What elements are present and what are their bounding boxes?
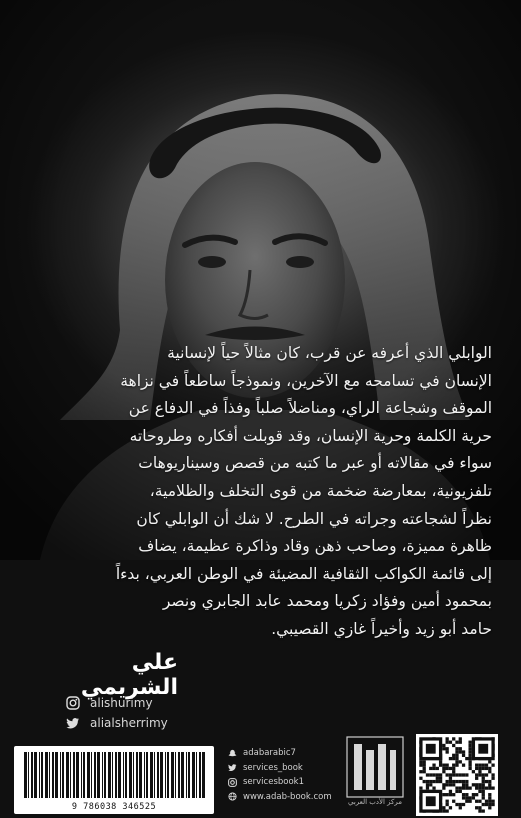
qr-module <box>429 783 432 786</box>
qr-module <box>449 773 452 776</box>
qr-module <box>455 754 458 757</box>
qr-module <box>468 760 471 763</box>
qr-module <box>455 780 458 783</box>
qr-module <box>491 786 494 789</box>
barcode-bar <box>171 752 174 798</box>
qr-module <box>459 760 462 763</box>
qr-module <box>446 793 449 796</box>
publisher-contacts <box>228 746 348 804</box>
qr-module <box>488 780 491 783</box>
qr-module <box>423 760 426 763</box>
qr-module <box>452 754 455 757</box>
qr-module <box>452 767 455 770</box>
qr-module <box>449 741 452 744</box>
qr-module <box>436 780 439 783</box>
publisher-snapchat-handle: adabarabic7 <box>243 748 296 759</box>
qr-module <box>449 806 452 809</box>
barcode-bar <box>94 752 96 798</box>
qr-module <box>478 764 481 767</box>
qr-module <box>419 786 422 789</box>
qr-module <box>465 780 468 783</box>
qr-module <box>462 783 465 786</box>
quote-line: الموقف وشجاعة الراي، ومناضلاً صلباً وفذاً في الدفاع عن <box>128 399 492 418</box>
qr-module <box>429 767 432 770</box>
qr-module <box>452 764 455 767</box>
qr-module <box>491 800 494 803</box>
qr-module <box>468 744 471 747</box>
publisher-name: مركز الأدب العربي <box>347 798 402 806</box>
barcode-bar <box>202 752 205 798</box>
qr-module <box>482 783 485 786</box>
qr-module <box>455 760 458 763</box>
qr-module <box>468 767 471 770</box>
qr-module <box>465 786 468 789</box>
barcode-bar <box>196 752 197 798</box>
qr-module <box>482 780 485 783</box>
qr-module <box>442 806 445 809</box>
qr-module <box>462 764 465 767</box>
qr-module <box>455 773 458 776</box>
qr-module <box>419 760 422 763</box>
qr-module <box>491 773 494 776</box>
qr-module <box>432 773 435 776</box>
barcode-bar <box>108 752 111 798</box>
quote-line: بمحمود أمين وفؤاد زكريا ومحمد عابد الجابري ونصر <box>162 592 492 611</box>
qr-module <box>452 744 455 747</box>
qr-module <box>462 750 465 753</box>
qr-module <box>446 809 449 812</box>
qr-module <box>488 793 491 796</box>
barcode-bar <box>34 752 37 798</box>
qr-module <box>482 767 485 770</box>
barcode-bar <box>83 752 85 798</box>
qr-module <box>482 793 485 796</box>
qr-module <box>426 744 436 754</box>
qr-module <box>475 786 478 789</box>
qr-module <box>459 790 462 793</box>
barcode-bar <box>104 752 106 798</box>
qr-module <box>478 773 481 776</box>
qr-module <box>452 737 455 740</box>
qr-module <box>442 786 445 789</box>
barcode-bar <box>118 752 121 798</box>
qr-module <box>465 773 468 776</box>
barcode-bar <box>102 752 103 798</box>
qr-module <box>432 786 435 789</box>
qr-module <box>485 764 488 767</box>
qr-module <box>432 780 435 783</box>
qr-module <box>468 754 471 757</box>
qr-module <box>423 767 426 770</box>
publisher-snapchat[interactable] <box>228 746 348 761</box>
quote-line: سواء في مقالاته أو عبر ما كتبه من قصص وسيناريوهات <box>138 454 492 473</box>
qr-module <box>449 777 452 780</box>
author-twitter-handle: alialsherrimy <box>90 716 168 730</box>
barcode-bar <box>192 752 195 798</box>
qr-module <box>446 780 449 783</box>
qr-module <box>459 741 462 744</box>
qr-module <box>459 780 462 783</box>
barcode-bar <box>41 752 43 798</box>
qr-module <box>446 737 449 740</box>
qr-module <box>468 750 471 753</box>
qr-module <box>478 806 481 809</box>
barcode-bar <box>115 752 117 798</box>
barcode-bar <box>24 752 27 798</box>
publisher-website[interactable] <box>228 790 348 805</box>
qr-module <box>475 800 478 803</box>
qr-module <box>482 790 485 793</box>
qr-module <box>442 783 445 786</box>
qr-module <box>459 747 462 750</box>
barcode-bar <box>66 752 69 798</box>
qr-module <box>455 747 458 750</box>
qr-module <box>462 793 465 796</box>
qr-module <box>455 764 458 767</box>
qr-module <box>465 783 468 786</box>
qr-module <box>446 783 449 786</box>
qr-module <box>485 767 488 770</box>
qr-module <box>472 783 475 786</box>
qr-module <box>488 796 491 799</box>
qr-module <box>491 764 494 767</box>
back-cover-quote <box>40 340 492 644</box>
qr-module <box>426 796 436 806</box>
globe-icon <box>228 792 237 801</box>
qr-module <box>462 796 465 799</box>
qr-module <box>423 770 426 773</box>
qr-module <box>452 780 455 783</box>
barcode-bar <box>125 752 127 798</box>
barcode-bar <box>81 752 82 798</box>
qr-module <box>468 796 471 799</box>
qr-module <box>468 757 471 760</box>
qr-module <box>468 800 471 803</box>
qr-module <box>446 750 449 753</box>
quote-line: الإنسان في تسامحه مع الآخرين، ونموذجاً ساطعاً في نزاهة <box>120 371 492 390</box>
qr-module <box>446 773 449 776</box>
qr-module <box>485 786 488 789</box>
qr-module <box>465 793 468 796</box>
author-instagram-handle: alishurimy <box>90 696 153 710</box>
qr-module <box>482 796 485 799</box>
qr-module <box>455 786 458 789</box>
barcode-bar <box>199 752 201 798</box>
barcode-bar <box>70 752 71 798</box>
qr-module <box>446 803 449 806</box>
barcode-bar <box>112 752 113 798</box>
qr-module <box>423 764 426 767</box>
author-twitter[interactable] <box>66 716 168 730</box>
barcode-bar <box>154 752 155 798</box>
qr-module <box>459 750 462 753</box>
barcode-bar <box>165 752 166 798</box>
qr-module <box>485 780 488 783</box>
qr-module <box>452 793 455 796</box>
barcode-bar <box>45 752 48 798</box>
barcode-bar <box>52 752 54 798</box>
barcode-bar <box>136 752 138 798</box>
qr-module <box>468 764 471 767</box>
qr-module <box>465 796 468 799</box>
qr-module <box>442 767 445 770</box>
qr-module <box>439 777 442 780</box>
instagram-icon <box>228 778 237 787</box>
qr-module <box>455 803 458 806</box>
qr-module <box>482 764 485 767</box>
qr-module <box>426 773 429 776</box>
barcode-bar <box>49 752 50 798</box>
barcode-bar <box>139 752 142 798</box>
publisher-twitter[interactable] <box>228 761 348 776</box>
qr-module <box>472 793 475 796</box>
qr-module <box>478 809 481 812</box>
barcode-bar <box>91 752 92 798</box>
qr-module <box>449 767 452 770</box>
qr-module <box>452 783 455 786</box>
qr-module <box>462 773 465 776</box>
quote-line: نظراً لشجاعته وجراته في الطرح. لا شك أن الوابلي كان <box>136 509 492 528</box>
qr-module <box>475 767 478 770</box>
publisher-instagram-handle: servicesbook1 <box>243 777 305 788</box>
qr-module <box>491 777 494 780</box>
qr-module <box>446 741 449 744</box>
publisher-logo <box>346 736 404 798</box>
qr-module <box>478 790 481 793</box>
qr-module <box>462 754 465 757</box>
qr-module <box>465 800 468 803</box>
barcode-bar <box>144 752 145 798</box>
qr-module <box>478 770 481 773</box>
qr-module <box>439 760 442 763</box>
qr-module <box>459 803 462 806</box>
qr-module <box>485 800 488 803</box>
barcode-bar <box>167 752 169 798</box>
snapchat-icon <box>228 749 237 758</box>
barcode-bar <box>150 752 153 798</box>
qr-module <box>419 770 422 773</box>
barcode-bar <box>97 752 100 798</box>
qr-module <box>475 777 478 780</box>
qr-module <box>452 770 455 773</box>
qr-module <box>459 737 462 740</box>
qr-module <box>429 773 432 776</box>
barcode-bar <box>76 752 79 798</box>
qr-module <box>442 809 445 812</box>
barcode-bar <box>178 752 180 798</box>
qr-module <box>482 786 485 789</box>
qr-code[interactable] <box>416 734 498 816</box>
qr-module <box>442 793 445 796</box>
qr-module <box>459 786 462 789</box>
barcode-bar <box>123 752 124 798</box>
qr-module <box>488 770 491 773</box>
barcode-bar <box>55 752 58 798</box>
instagram-icon <box>66 696 80 710</box>
qr-module <box>475 793 478 796</box>
qr-module <box>432 764 435 767</box>
author-name: علي الشريمي <box>80 650 178 700</box>
qr-module <box>482 809 485 812</box>
qr-module <box>482 803 485 806</box>
qr-module <box>426 786 429 789</box>
barcode-bar <box>73 752 75 798</box>
barcode-bar <box>87 752 90 798</box>
quote-line: ظاهرة مميزة، وصاحب ذهن وقاد وذاكرة عظيمة، يضاف <box>138 537 492 556</box>
qr-module <box>442 747 445 750</box>
qr-module <box>485 773 488 776</box>
qr-module <box>478 744 488 754</box>
qr-module <box>472 770 475 773</box>
quote-line: حرية الكلمة وحرية الإنسان، وقد قوبلت أفكاره وطروحاته <box>129 426 492 445</box>
qr-module <box>475 806 478 809</box>
qr-module <box>455 757 458 760</box>
qr-module <box>488 783 491 786</box>
qr-module <box>475 773 478 776</box>
barcode-bar <box>28 752 29 798</box>
qr-module <box>488 767 491 770</box>
qr-module <box>439 773 442 776</box>
qr-module <box>436 773 439 776</box>
qr-module <box>423 780 426 783</box>
qr-module <box>436 777 439 780</box>
qr-module <box>488 806 491 809</box>
barcode-bar <box>181 752 184 798</box>
barcode-bar <box>146 752 148 798</box>
twitter-icon <box>228 763 237 772</box>
qr-module <box>439 764 442 767</box>
quote-line: إلى قائمة الكواكب الثقافية المضيئة في الوطن العربي، بدءاً <box>115 564 492 583</box>
author-instagram[interactable] <box>66 696 153 710</box>
qr-module <box>442 744 445 747</box>
barcode-bar <box>160 752 163 798</box>
barcode-bar <box>157 752 159 798</box>
quote-line: الوابلي الذي أعرفه عن قرب، كان مثالاً حياً لإنسانية <box>167 344 492 362</box>
qr-module <box>452 757 455 760</box>
qr-module <box>472 796 475 799</box>
barcode-bar <box>60 752 61 798</box>
qr-module <box>459 773 462 776</box>
qr-module <box>482 773 485 776</box>
qr-module <box>488 800 491 803</box>
qr-module <box>449 793 452 796</box>
quote-line: تلفزيونية، بمعارضة ضخمة من قوى التخلف والظلامية، <box>149 481 492 500</box>
qr-module <box>462 786 465 789</box>
qr-module <box>478 786 481 789</box>
qr-module <box>429 780 432 783</box>
barcode-bar <box>129 752 132 798</box>
qr-module <box>478 800 481 803</box>
qr-module <box>482 777 485 780</box>
publisher-website-url: www.adab-book.com <box>243 791 332 802</box>
barcode-bar <box>175 752 176 798</box>
qr-module <box>449 783 452 786</box>
qr-module <box>446 764 449 767</box>
qr-module <box>446 747 449 750</box>
qr-module <box>449 780 452 783</box>
qr-module <box>436 767 439 770</box>
qr-module <box>449 757 452 760</box>
qr-module <box>475 764 478 767</box>
qr-module <box>488 803 491 806</box>
qr-module <box>455 790 458 793</box>
qr-module <box>449 790 452 793</box>
publisher-twitter-handle: services_book <box>243 762 303 773</box>
qr-module <box>475 783 478 786</box>
qr-module <box>455 741 458 744</box>
barcode-bar <box>39 752 40 798</box>
twitter-icon <box>66 716 80 730</box>
qr-module <box>426 783 429 786</box>
barcode-bar <box>186 752 187 798</box>
qr-module <box>462 803 465 806</box>
qr-module <box>419 764 422 767</box>
publisher-instagram[interactable] <box>228 775 348 790</box>
qr-module <box>488 786 491 789</box>
qr-module <box>468 747 471 750</box>
barcode-bar <box>188 752 190 798</box>
qr-module <box>446 767 449 770</box>
qr-module <box>452 773 455 776</box>
qr-module <box>442 764 445 767</box>
isbn-barcode <box>14 746 214 814</box>
qr-module <box>442 770 445 773</box>
barcode-bar <box>133 752 134 798</box>
qr-module <box>491 803 494 806</box>
qr-module <box>419 777 422 780</box>
qr-module <box>485 803 488 806</box>
qr-module <box>468 786 471 789</box>
qr-module <box>459 806 462 809</box>
qr-module <box>439 780 442 783</box>
qr-module <box>478 783 481 786</box>
qr-module <box>468 741 471 744</box>
barcode-bar <box>62 752 64 798</box>
qr-module <box>465 757 468 760</box>
qr-module <box>462 780 465 783</box>
qr-module <box>446 800 449 803</box>
qr-module <box>488 760 491 763</box>
quote-line: حامد أبو زيد وأخيراً غازي القصيبي. <box>271 619 492 638</box>
barcode-bar <box>31 752 33 798</box>
qr-module <box>452 800 455 803</box>
qr-module <box>478 767 481 770</box>
isbn-number: 9 786038 346525 <box>71 802 157 812</box>
qr-module <box>455 750 458 753</box>
qr-module <box>432 767 435 770</box>
qr-module <box>426 780 429 783</box>
